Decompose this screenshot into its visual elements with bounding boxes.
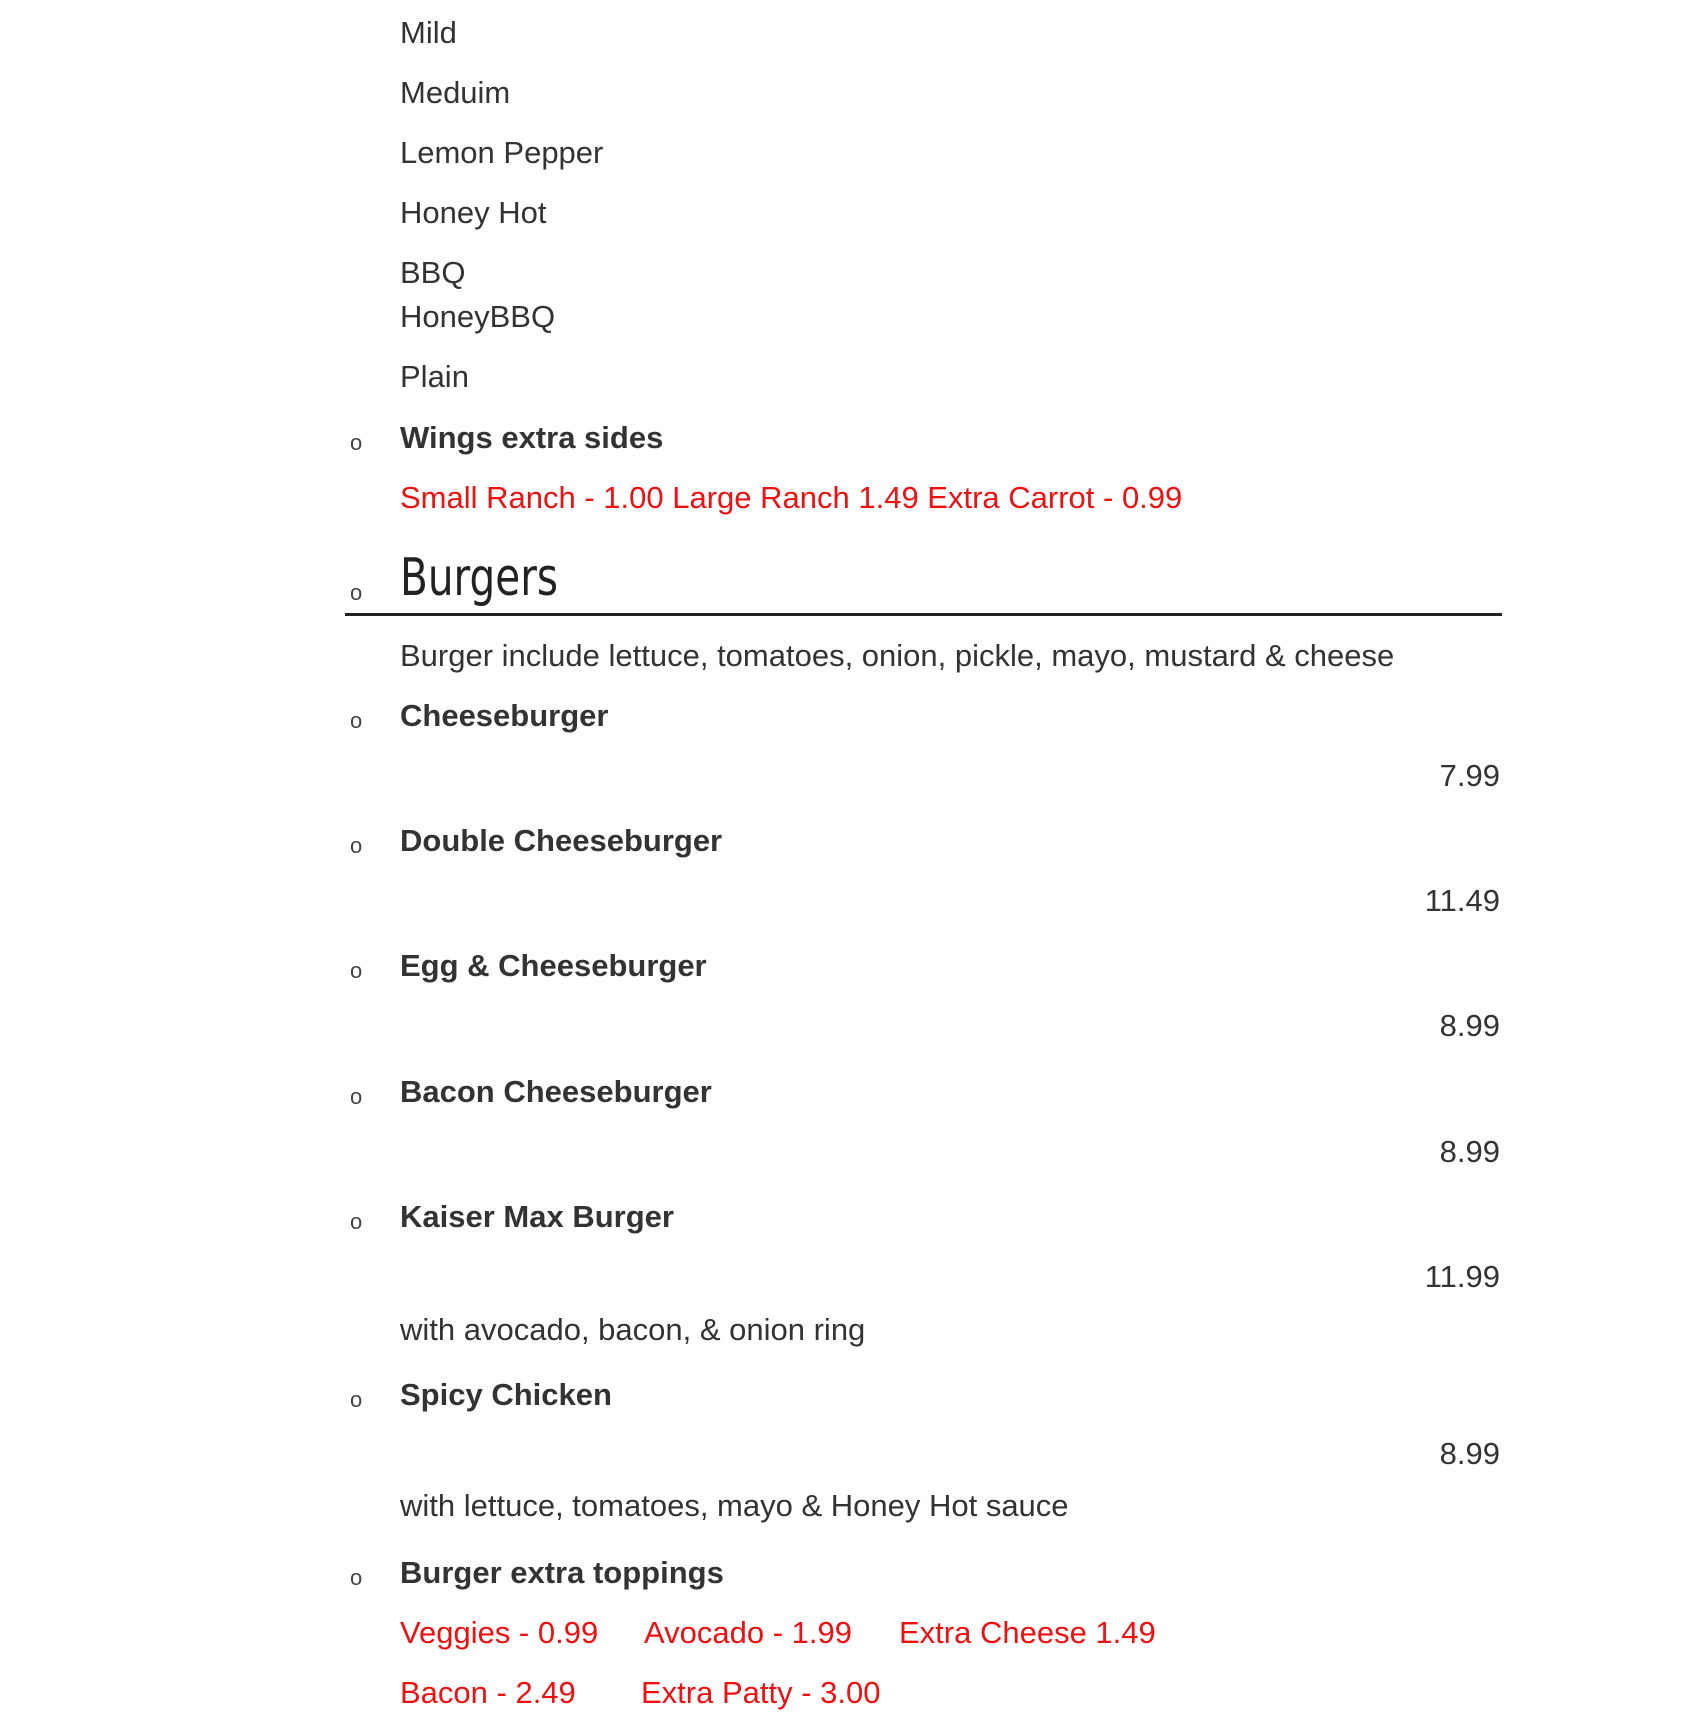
menu-item-description: with lettuce, tomatoes, mayo & Honey Hot sauce (400, 1488, 1069, 1523)
menu-item-price: 7.99 (1439, 758, 1500, 793)
bullet-icon: o (350, 833, 363, 858)
toppings-title: Burger extra toppings (400, 1555, 724, 1590)
heading-divider (345, 613, 1502, 616)
menu-item-price: 11.99 (1424, 1259, 1500, 1294)
wings-sides-title: Wings extra sides (400, 420, 664, 455)
menu-item-price: 8.99 (1439, 1008, 1500, 1043)
menu-item-name: Double Cheeseburger (400, 823, 723, 858)
menu-item-name: Egg & Cheeseburger (400, 948, 707, 983)
burgers-intro: Burger include lettuce, tomatoes, onion, pickle, mayo, mustard & cheese (400, 638, 1395, 673)
menu-item-price: 8.99 (1439, 1134, 1500, 1169)
bullet-icon: o (350, 708, 363, 733)
bullet-icon: o (350, 1565, 363, 1590)
sauce-honey-hot: Honey Hot (400, 195, 547, 230)
sauce-mild: Mild (400, 15, 457, 50)
topping-veggies: Veggies - 0.99 (400, 1615, 599, 1650)
sauce-medium: Meduim (400, 75, 511, 110)
wings-sides-prices: Small Ranch - 1.00 Large Ranch 1.49 Extra Carrot - 0.99 (400, 480, 1183, 515)
bullet-icon: o (350, 1387, 363, 1412)
menu-item-description: with avocado, bacon, & onion ring (400, 1312, 866, 1347)
topping-avocado: Avocado - 1.99 (644, 1615, 852, 1650)
bullet-icon: o (350, 958, 363, 983)
menu-item-name: Cheeseburger (400, 698, 609, 733)
section-heading-burgers: Burgers (400, 548, 559, 608)
sauce-lemon-pepper: Lemon Pepper (400, 135, 604, 170)
topping-bacon: Bacon - 2.49 (400, 1675, 576, 1710)
bullet-icon: o (350, 1209, 363, 1234)
sauce-plain: Plain (400, 359, 469, 394)
sauce-honey-bbq: HoneyBBQ (400, 299, 556, 334)
topping-extra-cheese: Extra Cheese 1.49 (899, 1615, 1156, 1650)
bullet-icon: o (350, 430, 363, 455)
menu-item-price: 11.49 (1424, 883, 1500, 918)
menu-item-name: Bacon Cheeseburger (400, 1074, 712, 1109)
bullet-icon: o (350, 1084, 363, 1109)
menu-item-name: Spicy Chicken (400, 1377, 612, 1412)
menu-item-name: Kaiser Max Burger (400, 1199, 674, 1234)
sauce-bbq: BBQ (400, 255, 466, 290)
topping-extra-patty: Extra Patty - 3.00 (641, 1675, 881, 1710)
menu-item-price: 8.99 (1439, 1436, 1500, 1471)
bullet-icon: o (350, 580, 363, 605)
